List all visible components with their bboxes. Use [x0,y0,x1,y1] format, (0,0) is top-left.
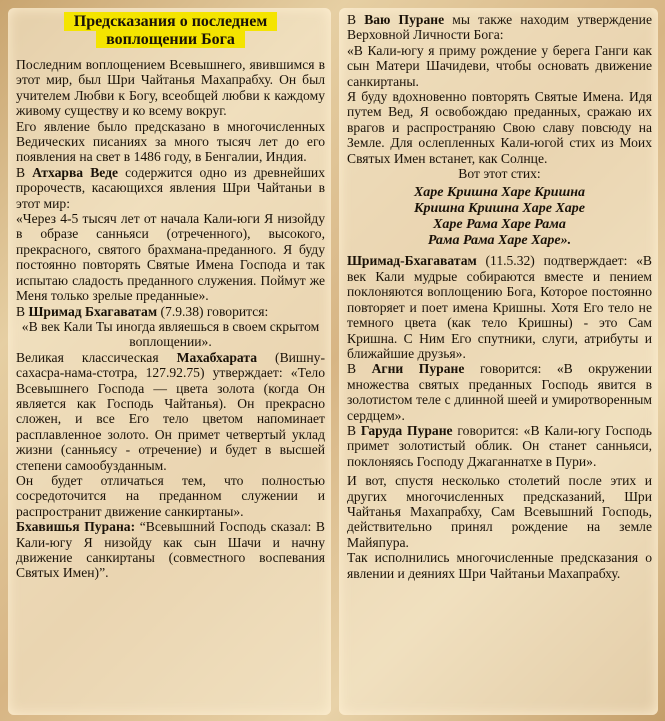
paragraph: В Агни Пуране говорится: «В окружении множества святых преданных Господь явится в золотистом теле с длинной шеей и умиротворенным сердцем». [347,361,652,423]
title-line-1: Предсказания о последнем [64,12,277,31]
source-name: Гаруда Пуране [360,422,453,438]
source-name: Бхавишья Пурана: [16,519,136,535]
paragraph: В Ваю Пуране мы также находим утверждение Верховной Личности Бога: [347,12,652,43]
source-name: Ваю Пуране [364,12,445,27]
mantra-line: Кришна Кришна Харе Харе [413,201,586,217]
title-line-2: воплощении Бога [96,31,245,48]
source-name: Агни Пуране [371,361,465,377]
mantra-line: Харе Рама Харе Рама [433,217,566,233]
source-name: Махабхарата [176,349,258,365]
paragraph: Вот этот стих: [458,166,541,182]
paragraph: Бхавишья Пурана: “Всевышний Господь сказал: В Кали-югу Я низойду как сын Шачи и начну движение санкиртаны (совместного воспевания Святых Имен)”. [16,519,325,581]
paragraph: Он будет отличаться тем, что полностью сосредоточится на преданном служении и распространит движение санкиртаны». [16,472,325,519]
mantra-line: Харе Кришна Харе Кришна [413,185,586,201]
right-column [339,8,658,715]
source-name: Шримад-Бхагаватам [347,253,477,269]
paragraph: В Шримад Бхагаватам (7.9.38) говорится: [16,303,269,319]
paragraph: В Атхарва Веде содержится одно из древнейших пророчеств, касающихся явления Шри Чайтаньи в этот мир: [16,164,325,211]
paragraph: Шримад-Бхагаватам (11.5.32) подтверждает: «В век Кали мудрые собираются вместе и пением поклоняются воплощению Бога, Которое постоянно повторяет и поет имена Кришны. Хотя Его тело не темного цвета (как тело Кришны) - это Сам Кришна. С Ним Его спутники, слуги, атрибуты и ближайшие друзья». [347,253,652,361]
paragraph: В Гаруда Пуране говорится: «В Кали-югу Господь примет золотистый облик. Он станет санньяси, поклоняясь Господу Джаганнатхе в Пури». [347,422,652,469]
page-title [16,12,325,49]
left-column [8,8,331,715]
source-name: Шримад Бхагаватам [28,303,158,319]
paragraph: Так исполнились многочисленные предсказания о явлении и деяниях Шри Чайтаньи Махапрабху. [347,550,652,581]
quote: «В век Кали Ты иногда являешься в своем скрытом воплощении». [21,318,320,350]
quote: «Через 4-5 тысяч лет от начала Кали-юги Я низойду в образе санньяси (отреченного), высокого, прекрасного, святого брахмана-преданного. Я буду постоянно повторять Святые Имена Господа и так испытаю сладость преданного служения. Поймут же Меня только зрелые преданные». [16,211,325,304]
paragraph: Великая классическая Махабхарата (Вишну-сахасра-нама-стотра, 127.92.75) утверждает: «Тело Всевышнего Господа — цвета золота (когда Он является как Господь Чайтанья). Он прекрасно сложен, и все Его тело цветом напоминает расплавленное золото. Он примет четвертый уклад жизни (санньясу - отречение) и будет в высшей степени самообузданным. [16,349,325,473]
source-name: Атхарва Веде [32,164,119,180]
paragraph: И вот, спустя несколько столетий после этих и других многочисленных предсказаний, Шри Чайтанья Махапрабху, Сам Всевышний Господь, действительно принял рождение на земле Майяпура. [347,473,652,550]
mantra-line: Рама Рама Харе Харе». [427,233,572,249]
paragraph: Я буду вдохновенно повторять Святые Имена. Идя путем Вед, Я освобождаю преданных, сражаю их врагов и распространяю Свою славу повсюду на Земле. Для ослепленных Кали-югой стих из Моих Святых Имен встанет, как Солнце. [347,89,652,166]
paragraph: Последним воплощением Всевышнего, явившимся в этот мир, был Шри Чайтанья Махапрабху. Он был учителем Любви к Богу, всеобщей любви к каждому живому существу и ко всему вокруг. [16,57,325,119]
paragraph: Его явление было предсказано в многочисленных Ведических писаниях за много тысяч лет до его появления на свет в 1486 году, в Бенгалии, Индия. [16,118,325,165]
quote: «В Кали-югу я приму рождение у берега Ганги как сын Матери Шачидеви, чтобы основать движение санкиртаны. [347,42,652,89]
